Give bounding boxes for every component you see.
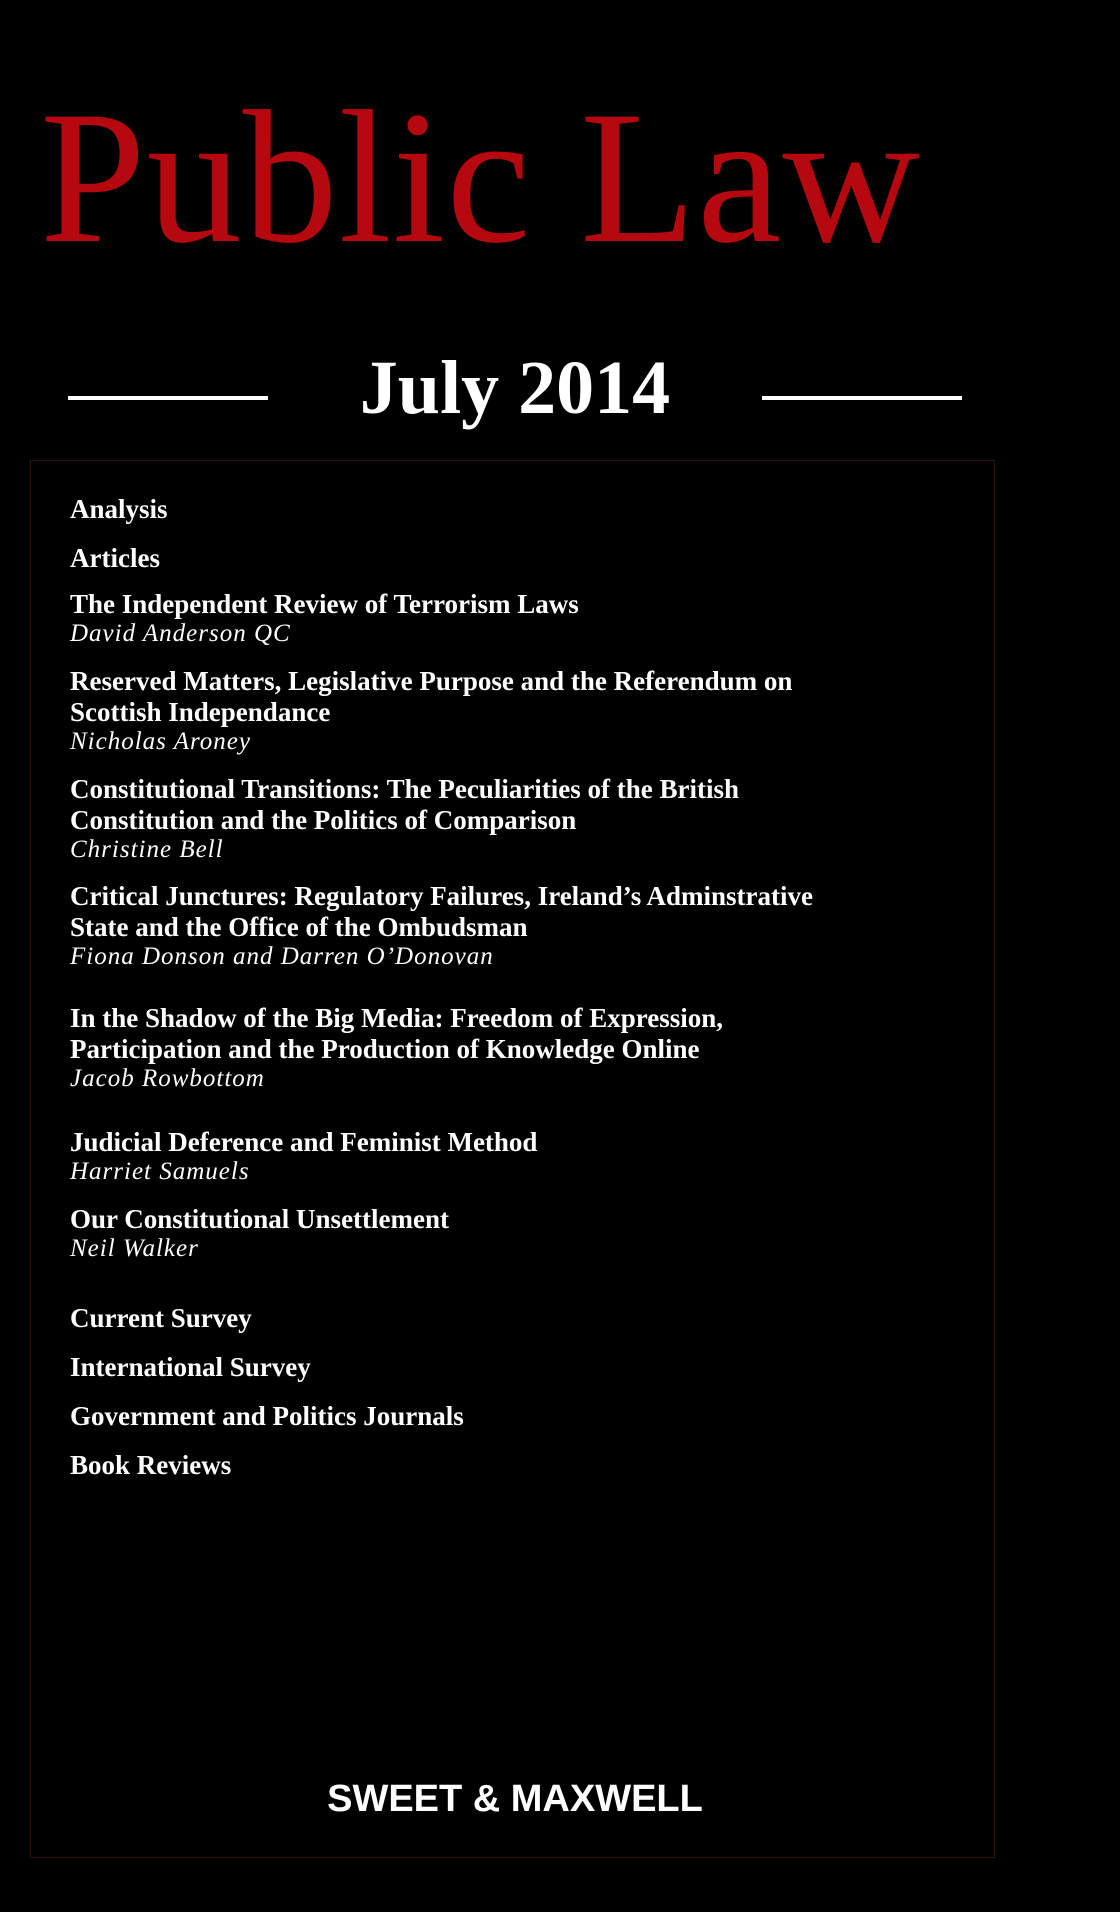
- article-entry: [70, 1204, 970, 1263]
- issue-date: July 2014: [359, 346, 671, 430]
- journal-title: Public Law: [40, 73, 921, 283]
- article-entry: [70, 1003, 970, 1093]
- section-government-politics-journals: [70, 1401, 970, 1432]
- section-heading: Articles: [70, 543, 160, 573]
- section-analysis: [70, 494, 970, 525]
- article-title: Judicial Deference and Feminist Method: [70, 1127, 538, 1157]
- article-author: Christine Bell: [70, 836, 224, 863]
- article-title: Critical Junctures: Regulatory Failures, Ireland’s Adminstrative: [70, 881, 813, 911]
- section-international-survey: [70, 1352, 970, 1383]
- article-author: Fiona Donson and Darren O’Donovan: [70, 943, 494, 970]
- publisher-logo: SWEET & MAXWELL: [327, 1778, 703, 1820]
- article-entry: [70, 589, 970, 648]
- article-author: Neil Walker: [70, 1235, 199, 1262]
- section-heading: Book Reviews: [70, 1450, 232, 1480]
- section-heading: Government and Politics Journals: [70, 1401, 464, 1431]
- section-book-reviews: [70, 1450, 970, 1481]
- article-title: In the Shadow of the Big Media: Freedom of Expression,: [70, 1003, 724, 1033]
- section-heading: Analysis: [70, 494, 168, 524]
- date-rule-right: [762, 396, 962, 400]
- article-title: Constitution and the Politics of Comparison: [70, 805, 577, 835]
- article-title: Reserved Matters, Legislative Purpose and the Referendum on: [70, 666, 793, 696]
- section-heading: International Survey: [70, 1352, 311, 1382]
- article-author: Nicholas Aroney: [70, 728, 251, 755]
- article-title: Scottish Independance: [70, 697, 331, 727]
- article-title: The Independent Review of Terrorism Laws: [70, 589, 579, 619]
- article-entry: [70, 666, 970, 756]
- article-title: Participation and the Production of Knowledge Online: [70, 1034, 700, 1064]
- article-author: Harriet Samuels: [70, 1158, 250, 1185]
- section-current-survey: [70, 1303, 970, 1334]
- article-title: Our Constitutional Unsettlement: [70, 1204, 450, 1234]
- date-rule-left: [68, 396, 268, 400]
- article-entry: [70, 1127, 970, 1186]
- article-author: Jacob Rowbottom: [70, 1065, 265, 1092]
- article-author: David Anderson QC: [70, 620, 291, 647]
- article-title: Constitutional Transitions: The Peculiarities of the British: [70, 774, 740, 804]
- article-title: State and the Office of the Ombudsman: [70, 912, 528, 942]
- section-heading: Current Survey: [70, 1303, 252, 1333]
- article-entry: [70, 774, 970, 864]
- section-articles: [70, 543, 970, 574]
- article-entry: [70, 881, 970, 971]
